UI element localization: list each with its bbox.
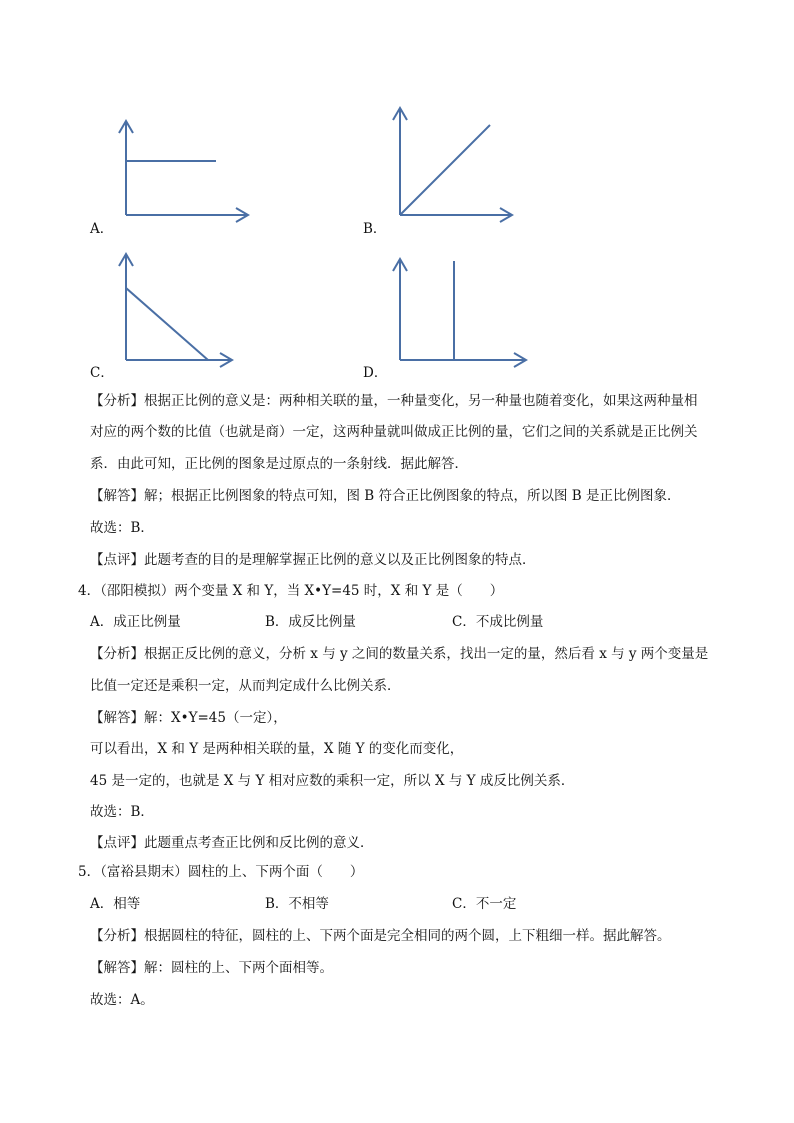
graph-option-d [390, 255, 530, 370]
graph-option-c [110, 250, 240, 370]
q4-option-b: B．成反比例量 [265, 614, 356, 630]
q4-option-c: C．不成比例量 [452, 614, 544, 630]
q3-comment: 【点评】此题考查的目的是理解掌握正比例的意义以及正比例图象的特点． [90, 552, 536, 568]
q4-option-a: A．成正比例量 [90, 614, 181, 630]
q4-solution-line-2: 可以看出，X 和 Y 是两种相关联的量，X 随 Y 的变化而变化， [90, 741, 464, 757]
q3-analysis-line-3: 系．由此可知，正比例的图象是过原点的一条射线．据此解答． [90, 456, 468, 472]
graph-option-a-label: A． [90, 221, 114, 237]
graph-option-b [390, 100, 520, 230]
q4-analysis-line-1: 【分析】根据正反比例的意义，分析 x 与 y 之间的数量关系，找出一定的量，然后看 x 与 y 两个变量是 [90, 646, 709, 662]
q3-solution: 【解答】解；根据正比例图象的特点可知，图 B 符合正比例图象的特点，所以图 B 是正比例图象． [90, 488, 681, 504]
q5-option-a: A．相等 [90, 896, 141, 912]
graph-option-b-label: B． [363, 221, 387, 237]
q3-analysis-line-2: 对应的两个数的比值（也就是商）一定，这两种量就叫做成正比例的量，它们之间的关系就是正比例关 [90, 424, 698, 440]
q4-stem: 4．（邵阳模拟）两个变量 X 和 Y，当 X•Y=45 时，X 和 Y 是（ ） [78, 583, 504, 599]
q5-choice: 故选：A。 [90, 992, 154, 1008]
graph-option-d-label: D． [363, 365, 388, 381]
q4-choice: 故选：B． [90, 804, 154, 820]
q5-analysis: 【分析】根据圆柱的特征，圆柱的上、下两个面是完全相同的两个圆，上下粗细一样。据此解答。 [90, 928, 671, 944]
q5-option-b: B．不相等 [265, 896, 329, 912]
q4-analysis-line-2: 比值一定还是乘积一定，从而判定成什么比例关系． [90, 678, 401, 694]
q5-option-c: C．不一定 [452, 896, 517, 912]
q3-analysis-line-1: 【分析】根据正比例的意义是：两种相关联的量，一种量变化，另一种量也随着变化，如果这两种量相 [90, 393, 698, 409]
q3-choice: 故选：B． [90, 520, 154, 536]
graph-option-c-label: C． [90, 365, 114, 381]
q4-solution-line-3: 45 是一定的，也就是 X 与 Y 相对应数的乘积一定，所以 X 与 Y 成反比例关系． [90, 773, 575, 789]
q4-comment: 【点评】此题重点考查正比例和反比例的意义． [90, 835, 374, 851]
q5-solution: 【解答】解：圆柱的上、下两个面相等。 [90, 960, 333, 976]
graph-option-a [110, 115, 260, 230]
q4-solution-line-1: 【解答】解：X•Y=45（一定）， [90, 710, 287, 726]
q5-stem: 5．（富裕县期末）圆柱的上、下两个面（ ） [78, 864, 364, 880]
